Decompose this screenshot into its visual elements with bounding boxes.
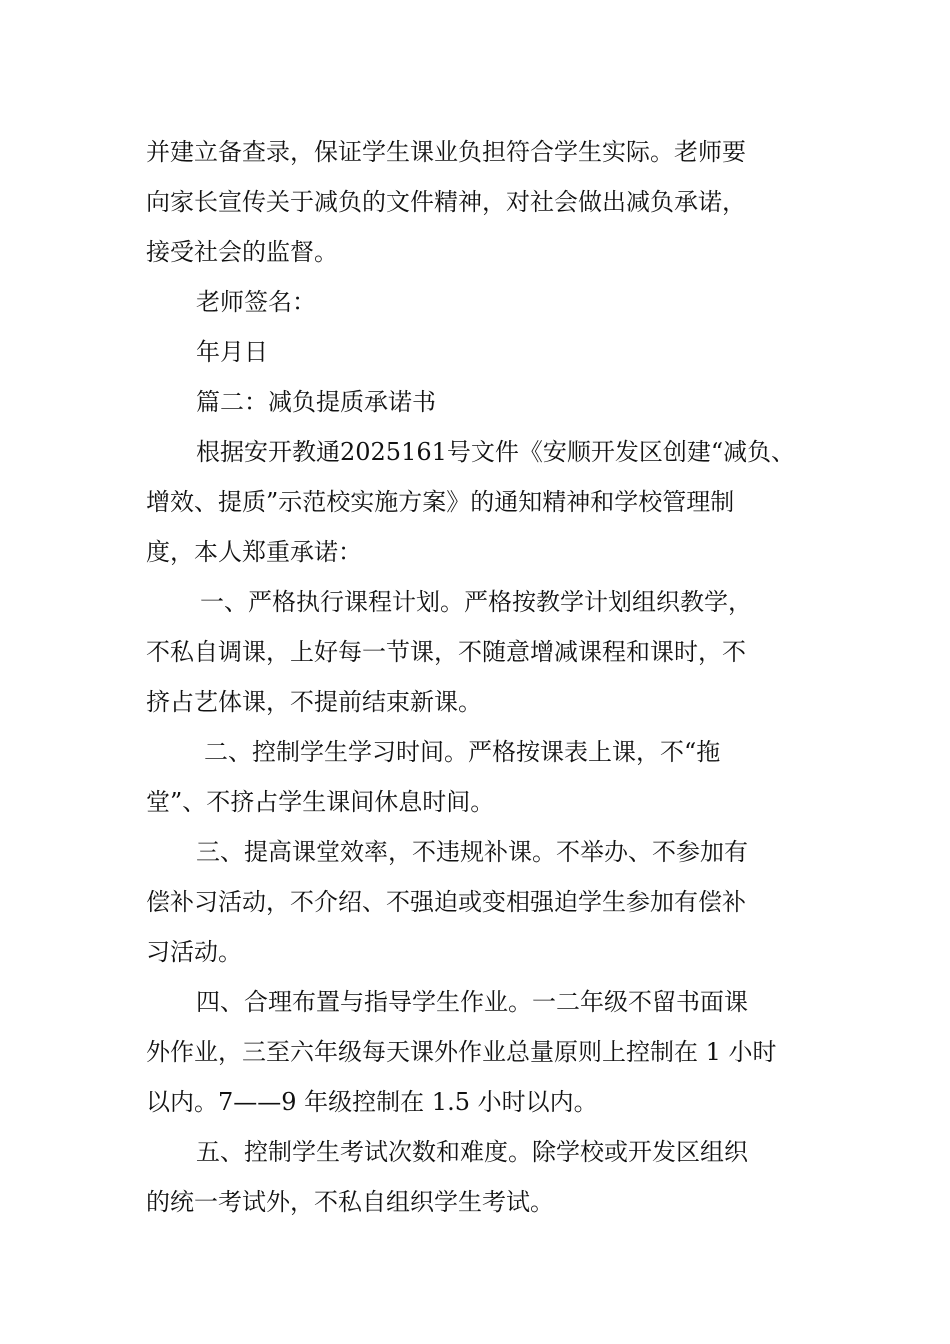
pledge-item-5: 五、控制学生考试次数和难度。除学校或开发区组织	[196, 1138, 748, 1166]
text-line: 根据安开教通2025161号文件《安顺开发区创建“减负、	[196, 438, 796, 466]
text-line: 挤占艺体课，不提前结束新课。	[146, 688, 482, 716]
signature-label: 老师签名：	[196, 288, 316, 316]
text-line: 度，本人郑重承诺：	[146, 538, 362, 566]
document-body	[146, 127, 811, 1227]
date-label: 年月日	[196, 338, 268, 366]
text-line: 的统一考试外，不私自组织学生考试。	[146, 1188, 554, 1216]
text-line: 外作业，三至六年级每天课外作业总量原则上控制在 1 小时	[146, 1038, 777, 1066]
text-line: 以内。7——9 年级控制在 1.5 小时以内。	[146, 1088, 598, 1116]
pledge-item-1: 一、严格执行课程计划。严格按教学计划组织教学，	[200, 588, 752, 616]
pledge-item-4: 四、合理布置与指导学生作业。一二年级不留书面课	[196, 988, 748, 1016]
text-line: 接受社会的监督。	[146, 238, 338, 266]
text-line: 不私自调课，上好每一节课，不随意增减课程和课时，不	[146, 638, 746, 666]
text-line: 偿补习活动，不介绍、不强迫或变相强迫学生参加有偿补	[146, 888, 746, 916]
section-heading: 篇二：减负提质承诺书	[196, 388, 436, 416]
text-line: 习活动。	[146, 938, 242, 966]
pledge-item-3: 三、提高课堂效率，不违规补课。不举办、不参加有	[196, 838, 748, 866]
text-line: 增效、提质”示范校实施方案》的通知精神和学校管理制	[146, 488, 735, 516]
text-line: 堂”、不挤占学生课间休息时间。	[146, 788, 495, 816]
pledge-item-2: 二、控制学生学习时间。严格按课表上课，不“拖	[204, 738, 721, 766]
text-line: 并建立备查录，保证学生课业负担符合学生实际。老师要	[146, 138, 746, 166]
text-line: 向家长宣传关于减负的文件精神，对社会做出减负承诺，	[146, 188, 746, 216]
